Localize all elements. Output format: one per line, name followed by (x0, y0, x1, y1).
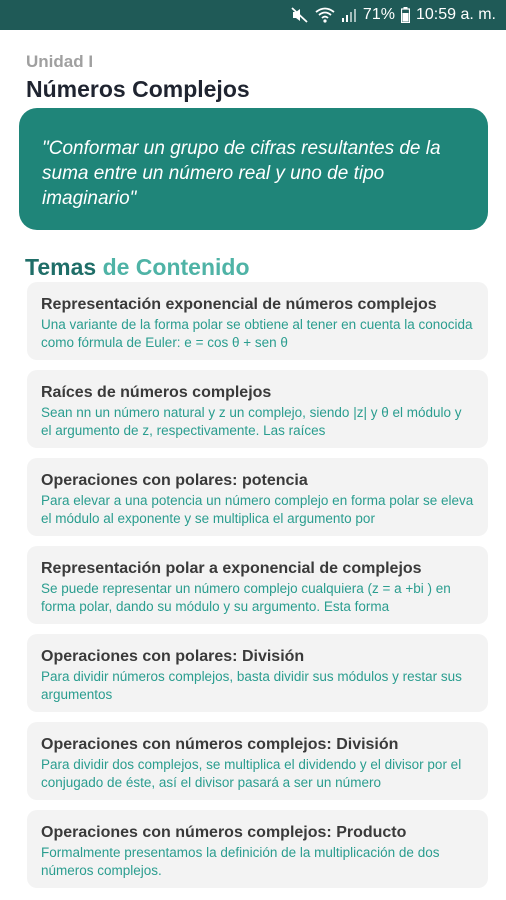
wifi-icon (315, 7, 335, 23)
topic-title: Operaciones con números complejos: Producto (41, 824, 407, 841)
topic-title: Operaciones con polares: División (41, 648, 305, 665)
section-heading (25, 254, 250, 281)
topic-card[interactable] (27, 458, 488, 536)
topic-description: Una variante de la forma polar se obtiene al tener en cuenta la conocida como fórmula de Euler: e = cos θ + sen θ (41, 317, 473, 350)
topic-card[interactable] (27, 370, 488, 448)
battery-icon (401, 7, 410, 23)
section-heading-part1: Temas (25, 254, 97, 280)
section-heading-part2: de Contenido (102, 254, 250, 280)
topic-description: Se puede representar un número complejo cualquiera (z = a +bi ) en forma polar, dando su módulo y su argumento. Esta forma (41, 581, 451, 614)
signal-icon (341, 8, 357, 22)
battery-percent: 71% (362, 6, 395, 23)
topic-description: Para dividir dos complejos, se multiplica el dividendo y el divisor por el conjugado de éste, así el divisor pasará a ser un número (41, 757, 462, 790)
topic-title: Representación exponencial de números complejos (41, 296, 437, 313)
clock: 10:59 a. m. (415, 6, 496, 23)
status-bar (0, 0, 506, 30)
mute-icon (291, 7, 309, 23)
topic-description: Para elevar a una potencia un número complejo en forma polar se eleva el módulo al exponente y se multiplica el argumento por (41, 493, 474, 526)
main-content (0, 30, 506, 900)
topic-description: Sean nn un número natural y z un complejo, siendo |z| y θ el módulo y el argumento de z, respectivamente. Las raíces (41, 405, 462, 438)
page-title: Números Complejos (26, 76, 250, 102)
topic-card[interactable] (27, 634, 488, 712)
topic-title: Raíces de números complejos (41, 384, 272, 401)
quote-card: "Conformar un grupo de cifras resultantes de la suma entre un número real y uno de tipo imaginario" (19, 108, 488, 230)
unit-label: Unidad I (26, 52, 94, 71)
topic-card[interactable] (27, 546, 488, 624)
topic-description: Para dividir números complejos, basta dividir sus módulos y restar sus argumentos (41, 669, 462, 702)
topic-title: Representación polar a exponencial de complejos (41, 560, 422, 577)
topic-description: Formalmente presentamos la definición de la multiplicación de dos números complejos. (41, 845, 440, 878)
topic-card[interactable] (27, 810, 488, 888)
topic-title: Operaciones con polares: potencia (41, 472, 308, 489)
topic-title: Operaciones con números complejos: División (41, 736, 399, 753)
topic-card[interactable] (27, 722, 488, 800)
topic-card[interactable] (27, 282, 488, 360)
